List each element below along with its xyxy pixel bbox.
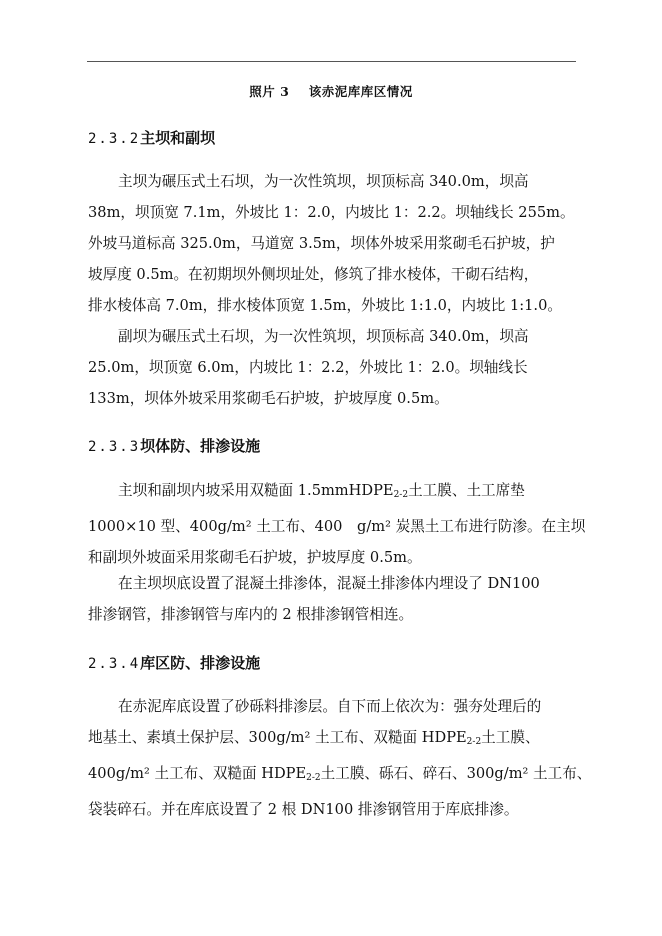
- text-fragment: 土工膜、: [481, 729, 540, 746]
- text-fragment: 400g/m² 土工布、双糙面 HDPE: [88, 765, 307, 782]
- text-fragment: 土工膜、土工席垫: [408, 482, 525, 499]
- text-line: 25.0m，坝顶宽 6.0m，内坡比 1：2.2，外坡比 1：2.0。坝轴线长: [88, 359, 528, 376]
- photo-caption: [0, 82, 662, 100]
- subscript: 2-2: [466, 737, 482, 747]
- section-number: 2.3.2: [88, 131, 141, 147]
- text-line: 在赤泥库底设置了砂砾料排渗层。自下而上依次为：强夯处理后的: [118, 698, 542, 715]
- text-line: 和副坝外坡面采用浆砌毛石护坡，护坡厚度 0.5m。: [88, 549, 422, 566]
- section-title: 主坝和副坝: [140, 129, 216, 147]
- section-heading-2-3-2: [88, 127, 215, 148]
- text-line: [88, 722, 588, 758]
- subscript: 2-2: [393, 490, 409, 500]
- text-fragment: 地基土、素填土保护层、300g/m² 土工布、双糙面 HDPE: [88, 729, 467, 746]
- text-line: 排水棱体高 7.0m，排水棱体顶宽 1.5m，外坡比 1:1.0，内坡比 1:1.0。: [88, 297, 562, 314]
- paragraph-drain-body: [88, 568, 588, 630]
- text-line: 1000×10 型、400g/m² 土工布、400 g/m² 炭黑土工布进行防渗。在主坝: [88, 518, 586, 535]
- paragraph-dam-seepage: [88, 475, 588, 573]
- text-line: 38m，坝顶宽 7.1m，外坡比 1：2.0，内坡比 1：2.2。坝轴线长 255m。: [88, 204, 575, 221]
- text-line: 133m，坝体外坡采用浆砌毛石护坡，护坡厚度 0.5m。: [88, 390, 449, 407]
- text-line: [88, 758, 592, 794]
- section-number: 2.3.3: [88, 439, 141, 455]
- text-line: 外坡马道标高 325.0m，马道宽 3.5m，坝体外坡采用浆砌毛石护坡，护: [88, 235, 555, 252]
- text-fragment: 主坝和副坝内坡采用双糙面 1.5mmHDPE: [118, 482, 394, 499]
- section-heading-2-3-4: [88, 652, 260, 673]
- caption-label: 照片 3: [249, 84, 290, 99]
- text-line: 在主坝坝底设置了混凝土排渗体，混凝土排渗体内埋设了 DN100: [118, 575, 540, 592]
- text-line: [88, 475, 588, 511]
- subscript: 2-2: [306, 773, 321, 783]
- caption-text: 该赤泥库库区情况: [308, 84, 413, 99]
- section-title: 库区防、排渗设施: [140, 654, 261, 672]
- section-number: 2.3.4: [88, 656, 141, 672]
- section-heading-2-3-3: [88, 435, 260, 456]
- paragraph-secondary-dam: [88, 321, 588, 414]
- header-rule: [87, 61, 576, 62]
- text-line: 排渗钢管，排渗钢管与库内的 2 根排渗钢管相连。: [88, 606, 414, 623]
- text-line: 副坝为碾压式土石坝，为一次性筑坝，坝顶标高 340.0m，坝高: [118, 328, 529, 345]
- text-line: 坡厚度 0.5m。在初期坝外侧坝址处，修筑了排水棱体，干砌石结构，: [88, 266, 539, 283]
- text-line: 袋装碎石。并在库底设置了 2 根 DN100 排渗钢管用于库底排渗。: [88, 801, 519, 818]
- paragraph-main-dam: [88, 166, 588, 321]
- text-line: 主坝为碾压式土石坝，为一次性筑坝，坝顶标高 340.0m，坝高: [118, 173, 529, 190]
- paragraph-reservoir-seepage: [88, 691, 592, 825]
- section-title: 坝体防、排渗设施: [140, 437, 261, 455]
- text-fragment: 土工膜、砾石、碎石、300g/m² 土工布、: [320, 765, 592, 782]
